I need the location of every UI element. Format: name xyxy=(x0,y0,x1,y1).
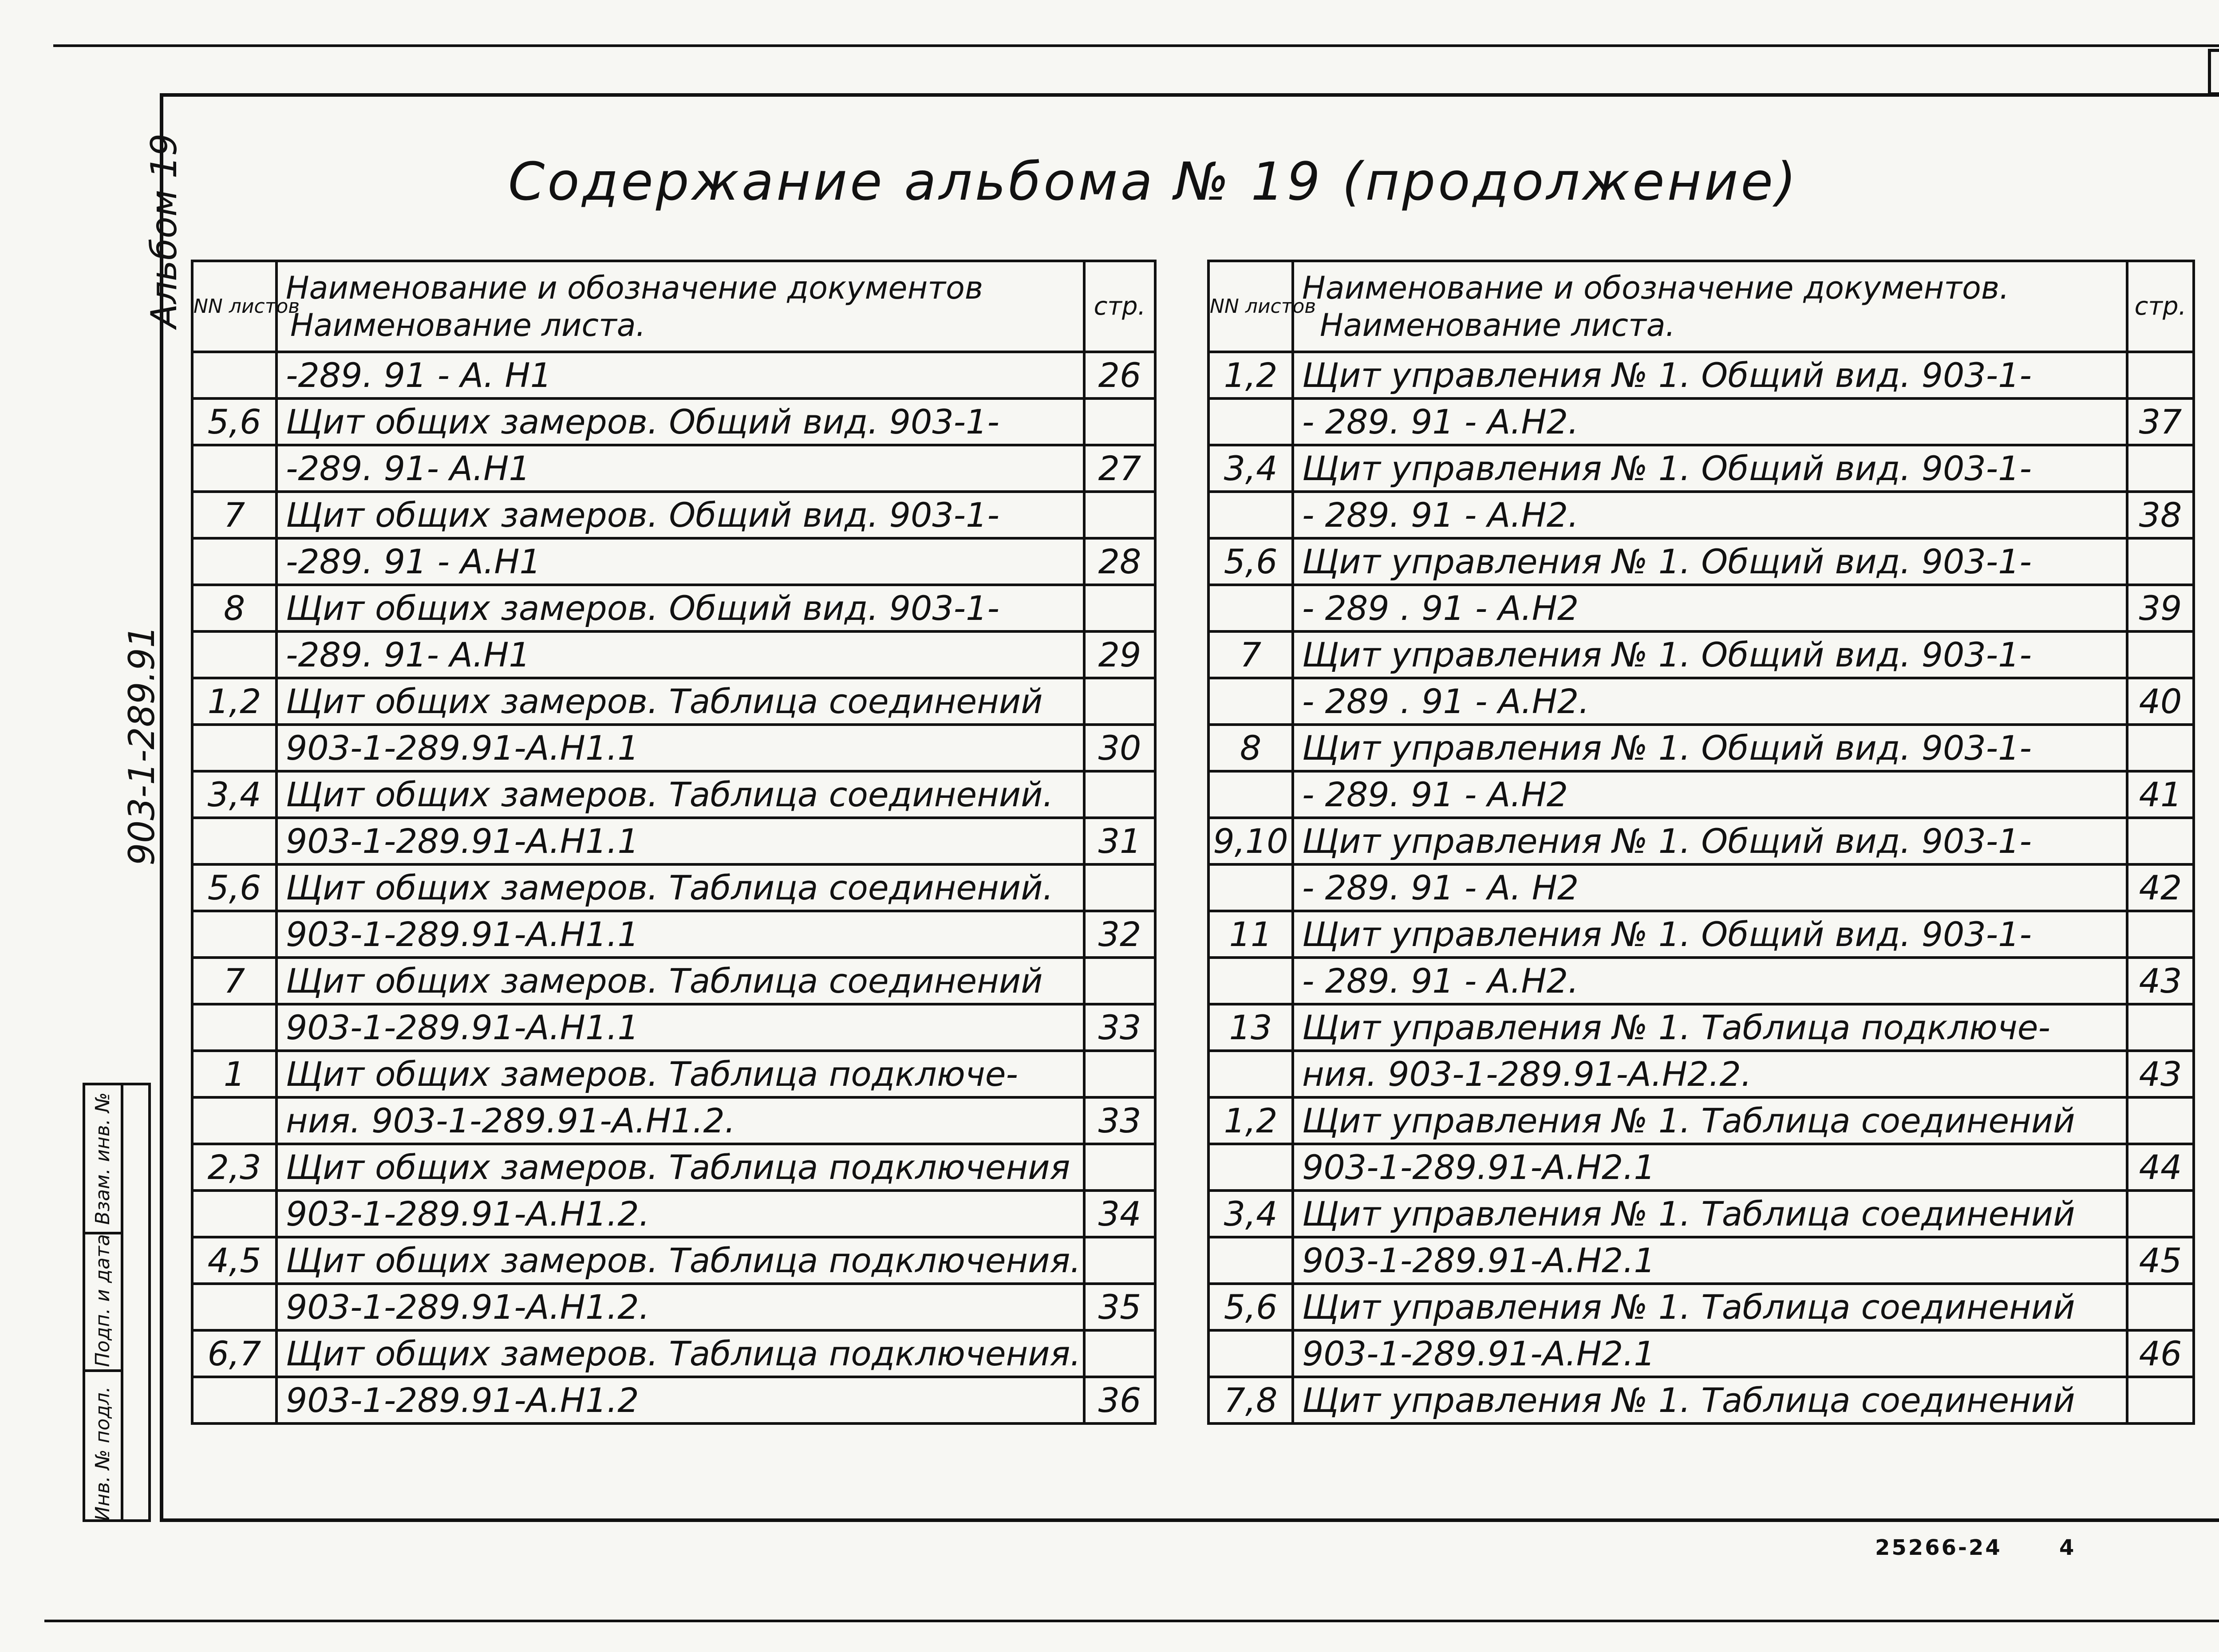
document-name-cell: -289. 91- А.Н1 xyxy=(276,631,1084,678)
document-name-cell: Щит общих замеров. Таблица подключе- xyxy=(276,1051,1084,1097)
document-name-cell: 903-1-289.91-А.Н1.2. xyxy=(276,1284,1084,1330)
sheet-number-cell: 5,6 xyxy=(1208,538,1293,585)
page-number-cell: 26 xyxy=(1084,352,1155,398)
document-name-cell: - 289. 91 - А.Н2. xyxy=(1293,492,2127,538)
document-name-cell: - 289. 91 - А.Н2. xyxy=(1293,398,2127,445)
document-name-cell: Щит управления № 1. Общий вид. 903-1- xyxy=(1293,818,2127,864)
sheet-number-cell xyxy=(192,725,276,771)
sheet-number-cell xyxy=(1208,958,1293,1004)
sheet-number-cell xyxy=(1208,585,1293,631)
header-page: стр. xyxy=(2127,261,2194,352)
document-name-cell: Щит управления № 1. Таблица соединений xyxy=(1293,1377,2127,1423)
sheet-number-cell xyxy=(1208,1330,1293,1377)
table-row xyxy=(1208,445,2194,492)
table-row xyxy=(192,1004,1155,1051)
page-number-cell xyxy=(1084,1237,1155,1284)
page-number-cell: 33 xyxy=(1084,1004,1155,1051)
page-number-cell xyxy=(2127,1191,2194,1237)
table-row xyxy=(1208,1330,2194,1377)
document-name-cell: - 289. 91 - А.Н2. xyxy=(1293,958,2127,1004)
table-row xyxy=(192,445,1155,492)
table-header-row xyxy=(192,261,1155,352)
header-name-line2: Наименование листа. xyxy=(290,307,646,343)
document-name-cell: - 289 . 91 - А.Н2. xyxy=(1293,678,2127,725)
sheet-number-cell: 11 xyxy=(1208,911,1293,958)
table-row xyxy=(192,492,1155,538)
table-row xyxy=(192,958,1155,1004)
document-name-cell: -289. 91 - А. Н1 xyxy=(276,352,1084,398)
page-number-cell: 41 xyxy=(2127,771,2194,818)
stamp-label-replace: Взам. инв. № xyxy=(91,1092,114,1225)
table-row xyxy=(1208,538,2194,585)
stamp-label-inv: Инв. № подл. xyxy=(91,1386,114,1521)
header-document-name xyxy=(1293,261,2127,352)
header-document-name xyxy=(276,261,1084,352)
code-side-label: 903-1-289.91 xyxy=(121,625,162,866)
table-row xyxy=(1208,911,2194,958)
sheet-number-cell xyxy=(192,1377,276,1423)
page-title: Содержание альбома № 19 (продолжение) xyxy=(508,151,1799,212)
page-number-cell xyxy=(2127,1004,2194,1051)
table-row xyxy=(1208,492,2194,538)
sheet-number-cell: 4,5 xyxy=(192,1237,276,1284)
sheet-number-cell xyxy=(1208,1237,1293,1284)
document-name-cell: ния. 903-1-289.91-А.Н2.2. xyxy=(1293,1051,2127,1097)
table-header-row xyxy=(1208,261,2194,352)
table-row xyxy=(1208,631,2194,678)
stamp-label-sign: Подп. и дата xyxy=(91,1234,114,1367)
page-number-cell xyxy=(2127,631,2194,678)
page-number-cell: 35 xyxy=(1084,1284,1155,1330)
page-number-cell: 45 xyxy=(2127,1237,2194,1284)
header-name-line1: Наименование и обозначение документов xyxy=(286,269,983,306)
table-row xyxy=(192,1191,1155,1237)
sheet-number-cell: 13 xyxy=(1208,1004,1293,1051)
header-sheet-numbers: NN листов xyxy=(1208,261,1293,352)
document-name-cell: Щит общих замеров. Общий вид. 903-1- xyxy=(276,585,1084,631)
document-name-cell: Щит управления № 1. Таблица соединений xyxy=(1293,1284,2127,1330)
sheet-number-cell xyxy=(192,352,276,398)
page-number-cell xyxy=(1084,492,1155,538)
page-number-cell xyxy=(1084,771,1155,818)
table-row xyxy=(192,818,1155,864)
document-name-cell: ния. 903-1-289.91-А.Н1.2. xyxy=(276,1097,1084,1144)
sheet-number-cell: 7,8 xyxy=(1208,1377,1293,1423)
page-number-cell xyxy=(2127,1284,2194,1330)
table-row xyxy=(192,911,1155,958)
table-row xyxy=(1208,585,2194,631)
page-number-cell xyxy=(1084,958,1155,1004)
document-name-cell: Щит управления № 1. Общий вид. 903-1- xyxy=(1293,631,2127,678)
sheet-number-cell: 1,2 xyxy=(1208,352,1293,398)
page-number-cell xyxy=(2127,818,2194,864)
sheet-number-cell xyxy=(192,538,276,585)
page-number-cell: 34 xyxy=(1084,1191,1155,1237)
sheet-number-cell: 9,10 xyxy=(1208,818,1293,864)
document-name-cell: Щит общих замеров. Таблица соединений. xyxy=(276,864,1084,911)
page-number-cell: 32 xyxy=(1084,911,1155,958)
document-name-cell: Щит управления № 1. Общий вид. 903-1- xyxy=(1293,538,2127,585)
document-name-cell: - 289. 91 - А.Н2 xyxy=(1293,771,2127,818)
document-name-cell: 903-1-289.91-А.Н1.2. xyxy=(276,1191,1084,1237)
sheet-number-cell: 3,4 xyxy=(1208,1191,1293,1237)
table-row xyxy=(1208,771,2194,818)
table-row xyxy=(1208,678,2194,725)
sheet-number-cell xyxy=(1208,864,1293,911)
sheet-number-cell xyxy=(192,1284,276,1330)
document-name-cell: Щит управления № 1. Таблица соединений xyxy=(1293,1191,2127,1237)
document-name-cell: Щит управления № 1. Таблица соединений xyxy=(1293,1097,2127,1144)
table-row xyxy=(192,585,1155,631)
sheet-number-box xyxy=(2208,49,2219,95)
table-row xyxy=(1208,864,2194,911)
document-name-cell: -289. 91 - А.Н1 xyxy=(276,538,1084,585)
page-number-cell: 38 xyxy=(2127,492,2194,538)
page-number-cell: 33 xyxy=(1084,1097,1155,1144)
document-name-cell: Щит общих замеров. Таблица подключения xyxy=(276,1144,1084,1191)
sheet-number-cell: 1 xyxy=(192,1051,276,1097)
sheet-number-cell: 7 xyxy=(1208,631,1293,678)
page-number-cell: 43 xyxy=(2127,1051,2194,1097)
page-number-cell xyxy=(1084,864,1155,911)
table-row xyxy=(1208,1144,2194,1191)
page-number-cell xyxy=(1084,1051,1155,1097)
document-name-cell: 903-1-289.91-А.Н1.2 xyxy=(276,1377,1084,1423)
page-number-cell: 42 xyxy=(2127,864,2194,911)
sheet-number-cell: 8 xyxy=(1208,725,1293,771)
table-row xyxy=(1208,1191,2194,1237)
sheet-number-cell: 5,6 xyxy=(1208,1284,1293,1330)
sheet-number-cell xyxy=(192,911,276,958)
table-row xyxy=(1208,958,2194,1004)
page-number-cell: 43 xyxy=(2127,958,2194,1004)
table-row xyxy=(192,1097,1155,1144)
table-row xyxy=(192,1377,1155,1423)
page-number-cell: 46 xyxy=(2127,1330,2194,1377)
sheet-number-cell xyxy=(192,631,276,678)
document-name-cell: Щит общих замеров. Таблица подключения. xyxy=(276,1237,1084,1284)
sheet-number-cell xyxy=(1208,771,1293,818)
table-row xyxy=(1208,725,2194,771)
document-name-cell: Щит управления № 1. Таблица подключе- xyxy=(1293,1004,2127,1051)
table-row xyxy=(192,631,1155,678)
table-row xyxy=(1208,818,2194,864)
table-row xyxy=(192,1051,1155,1097)
page-number-cell xyxy=(2127,538,2194,585)
document-name-cell: Щит управления № 1. Общий вид. 903-1- xyxy=(1293,911,2127,958)
header-sheet-numbers: NN листов xyxy=(192,261,276,352)
page-number-cell: 44 xyxy=(2127,1144,2194,1191)
table-row xyxy=(192,1237,1155,1284)
sheet-number-cell: 7 xyxy=(192,492,276,538)
document-name-cell: 903-1-289.91-А.Н2.1 xyxy=(1293,1237,2127,1284)
footer-page: 4 xyxy=(2059,1535,2076,1560)
table-row xyxy=(192,771,1155,818)
sheet-number-cell xyxy=(1208,398,1293,445)
page-number-cell: 30 xyxy=(1084,725,1155,771)
page-number-cell xyxy=(1084,1330,1155,1377)
sheet-number-cell xyxy=(1208,492,1293,538)
footer-code: 25266-24 xyxy=(1875,1535,2002,1560)
table-row xyxy=(192,864,1155,911)
document-name-cell: Щит общих замеров. Таблица соединений xyxy=(276,958,1084,1004)
document-name-cell: 903-1-289.91-А.Н2.1 xyxy=(1293,1144,2127,1191)
sheet-number-cell: 8 xyxy=(192,585,276,631)
sheet-number-cell xyxy=(192,1097,276,1144)
page-number-cell xyxy=(2127,1097,2194,1144)
document-name-cell: Щит общих замеров. Общий вид. 903-1- xyxy=(276,492,1084,538)
document-name-cell: 903-1-289.91-А.Н2.1 xyxy=(1293,1330,2127,1377)
page-number-cell xyxy=(2127,445,2194,492)
sheet-number-cell: 6,7 xyxy=(192,1330,276,1377)
left-content-table xyxy=(191,260,1157,1425)
table-row xyxy=(192,1284,1155,1330)
sheet-number-cell: 5,6 xyxy=(192,398,276,445)
sheet-number-cell: 1,2 xyxy=(1208,1097,1293,1144)
table-row xyxy=(1208,1377,2194,1423)
page-number-cell xyxy=(2127,352,2194,398)
bottom-border-line xyxy=(44,1620,2219,1622)
table-row xyxy=(1208,1004,2194,1051)
page-number-cell: 27 xyxy=(1084,445,1155,492)
stamp-divider xyxy=(85,1369,121,1372)
table-row xyxy=(1208,398,2194,445)
page-number-cell: 36 xyxy=(1084,1377,1155,1423)
sheet-number-cell xyxy=(1208,1144,1293,1191)
sheet-number-cell: 2,3 xyxy=(192,1144,276,1191)
sheet-number-cell xyxy=(1208,678,1293,725)
document-name-cell: - 289. 91 - А. Н2 xyxy=(1293,864,2127,911)
document-name-cell: Щит общих замеров. Общий вид. 903-1- xyxy=(276,398,1084,445)
document-name-cell: Щит управления № 1. Общий вид. 903-1- xyxy=(1293,352,2127,398)
page-number-cell: 31 xyxy=(1084,818,1155,864)
table-row xyxy=(192,725,1155,771)
header-page: стр. xyxy=(1084,261,1155,352)
page-number-cell xyxy=(2127,911,2194,958)
top-border-line xyxy=(53,44,2219,47)
table-row xyxy=(1208,1237,2194,1284)
document-name-cell: Щит управления № 1. Общий вид. 903-1- xyxy=(1293,725,2127,771)
page-number-cell xyxy=(1084,678,1155,725)
sheet-number-cell: 3,4 xyxy=(1208,445,1293,492)
sheet-number-cell: 3,4 xyxy=(192,771,276,818)
sheet-number-cell xyxy=(192,1191,276,1237)
table-row xyxy=(192,352,1155,398)
table-row xyxy=(192,538,1155,585)
table-row xyxy=(192,1330,1155,1377)
document-name-cell: Щит управления № 1. Общий вид. 903-1- xyxy=(1293,445,2127,492)
document-name-cell: 903-1-289.91-А.Н1.1 xyxy=(276,818,1084,864)
document-name-cell: Щит общих замеров. Таблица соединений xyxy=(276,678,1084,725)
page-number-cell xyxy=(1084,585,1155,631)
page-number-cell: 37 xyxy=(2127,398,2194,445)
page-number-cell xyxy=(1084,398,1155,445)
document-name-cell: 903-1-289.91-А.Н1.1 xyxy=(276,725,1084,771)
header-name-line2: Наименование листа. xyxy=(1320,307,1675,343)
page-number-cell xyxy=(1084,1144,1155,1191)
page-number-cell: 40 xyxy=(2127,678,2194,725)
document-name-cell: - 289 . 91 - А.Н2 xyxy=(1293,585,2127,631)
right-content-table xyxy=(1207,260,2195,1425)
document-name-cell: -289. 91- А.Н1 xyxy=(276,445,1084,492)
album-side-label: Альбом 19 xyxy=(143,133,185,328)
table-row xyxy=(192,398,1155,445)
page-number-cell xyxy=(2127,725,2194,771)
table-row xyxy=(1208,352,2194,398)
table-row xyxy=(1208,1051,2194,1097)
sheet-number-cell: 1,2 xyxy=(192,678,276,725)
page-number-cell xyxy=(2127,1377,2194,1423)
page-number-cell: 39 xyxy=(2127,585,2194,631)
table-row xyxy=(192,1144,1155,1191)
approval-stamp xyxy=(83,1083,151,1522)
table-row xyxy=(192,678,1155,725)
sheet-number-cell xyxy=(192,445,276,492)
document-name-cell: 903-1-289.91-А.Н1.1 xyxy=(276,911,1084,958)
table-row xyxy=(1208,1097,2194,1144)
document-name-cell: 903-1-289.91-А.Н1.1 xyxy=(276,1004,1084,1051)
sheet-number-cell xyxy=(192,818,276,864)
sheet-number-cell xyxy=(192,1004,276,1051)
table-row xyxy=(1208,1284,2194,1330)
header-name-line1: Наименование и обозначение документов. xyxy=(1302,269,2010,306)
page-number-cell: 28 xyxy=(1084,538,1155,585)
document-name-cell: Щит общих замеров. Таблица подключения. xyxy=(276,1330,1084,1377)
sheet-number-cell: 5,6 xyxy=(192,864,276,911)
document-name-cell: Щит общих замеров. Таблица соединений. xyxy=(276,771,1084,818)
page-number-cell: 29 xyxy=(1084,631,1155,678)
sheet-number-cell: 7 xyxy=(192,958,276,1004)
sheet-number-cell xyxy=(1208,1051,1293,1097)
